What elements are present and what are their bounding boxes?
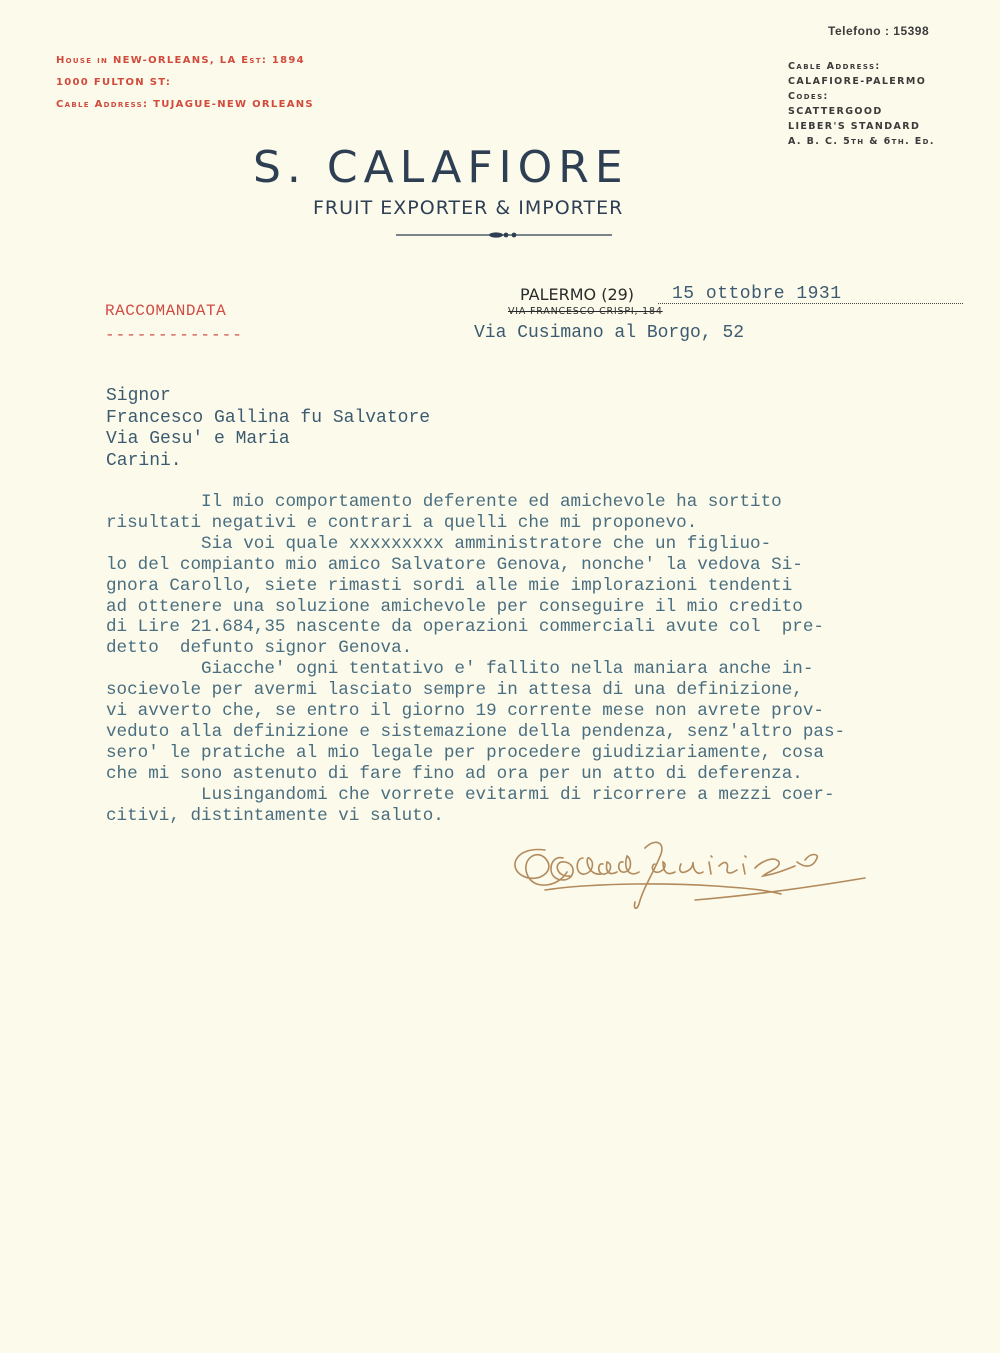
recipient-block (106, 386, 430, 472)
ornament-divider-icon (396, 230, 612, 240)
handwritten-signature-icon (505, 828, 905, 914)
letterhead-right-line: SCATTERGOOD (788, 106, 883, 117)
body-line: risultati negativi e contrari a quelli che mi proponevo. (106, 512, 698, 533)
company-name: S. CALAFIORE (253, 142, 629, 193)
body-line: sero' le pratiche al mio legale per procedere giudiziariamente, cosa (106, 742, 824, 763)
struck-old-address: VIA FRANCESCO CRISPI, 184 (508, 306, 663, 317)
registered-underline: ------------- (105, 326, 243, 344)
letterhead-right (788, 59, 935, 149)
body-line: Giacche' ogni tentativo e' fallito nella maniara anche in- (106, 659, 814, 680)
sender-address: Via Cusimano al Borgo, 52 (474, 323, 745, 343)
body-line: di Lire 21.684,35 nascente da operazioni commerciali avute col pre- (106, 617, 824, 638)
letterhead-right-line: Cable Address: (788, 61, 881, 72)
letter-date: 15 ottobre 1931 (672, 284, 842, 304)
body-line: vi avverto che, se entro il giorno 19 corrente mese non avrete prov- (106, 701, 824, 722)
letterhead-right-line: A. B. C. 5th & 6th. Ed. (788, 136, 935, 147)
letterhead-left-line: Cable Address: TUJAGUE-NEW ORLEANS (56, 99, 314, 110)
letterhead-left-line: House in NEW-ORLEANS, LA Est: 1894 (56, 55, 305, 66)
recipient-line: Via Gesu' e Maria (106, 429, 290, 449)
letterhead-left (56, 55, 314, 121)
body-line: ad ottenere una soluzione amichevole per conseguire il mio credito (106, 596, 803, 617)
company-tagline: FRUIT EXPORTER & IMPORTER (313, 197, 624, 219)
letterhead-left-line: 1000 FULTON ST: (56, 77, 172, 88)
body-line: lo del compianto mio amico Salvatore Genova, nonche' la vedova Si- (106, 554, 803, 575)
body-line: citivi, distintamente vi saluto. (106, 805, 444, 826)
recipient-line: Francesco Gallina fu Salvatore (106, 407, 431, 428)
letterhead-right-line: CALAFIORE-PALERMO (788, 76, 927, 87)
registered-mail-label: RACCOMANDATA (105, 302, 227, 320)
place-label: PALERMO (29) (520, 285, 635, 304)
recipient-line: Signor (106, 386, 171, 406)
letterhead-right-line: Codes: (788, 91, 829, 102)
body-line: gnora Carollo, siete rimasti sordi alle mie implorazioni tendenti (106, 575, 793, 596)
recipient-line: Carini. (106, 450, 182, 471)
body-line: Il mio comportamento deferente ed amichevole ha sortito (106, 492, 782, 512)
body-line: Lusingandomi che vorrete evitarmi di ricorrere a mezzi coer- (106, 784, 835, 805)
letterhead-right-line: LIEBER'S STANDARD (788, 121, 921, 132)
body-line: detto defunto signor Genova. (106, 638, 413, 659)
body-line: veduto alla definizione e sistemazione della pendenza, senz'altro pas- (106, 721, 846, 742)
body-line: Sia voi quale xxxxxxxxx amministratore che un figliuo- (106, 533, 772, 554)
body-line: socievole per avermi lasciato sempre in attesa di una definizione, (106, 680, 803, 701)
body-line: che mi sono astenuto di fare fino ad ora per un atto di deferenza. (106, 763, 803, 784)
letter-body (106, 492, 845, 827)
telephone-number: Telefono : 15398 (828, 24, 930, 38)
